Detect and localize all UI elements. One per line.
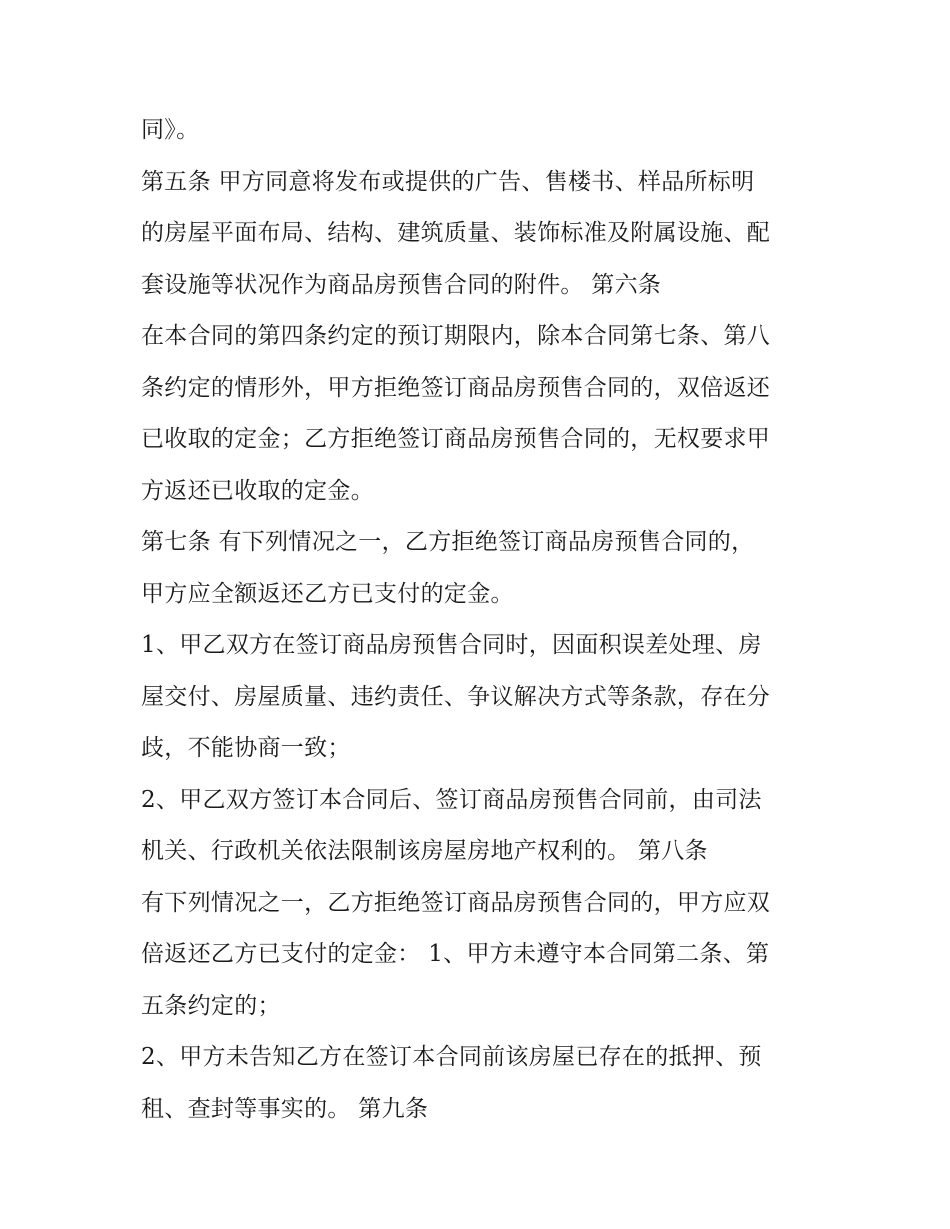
text-line: 有下列情况之一，乙方拒绝签订商品房预售合同的，甲方应双: [141, 889, 771, 916]
text-line: 倍返还乙方已支付的定金： 1、甲方未遵守本合同第二条、第: [141, 941, 770, 967]
text-line: 第五条 甲方同意将发布或提供的广告、售楼书、样品所标明: [141, 168, 755, 195]
text-line: 同》。: [141, 117, 200, 143]
text-line: 的房屋平面布局、结构、建筑质量、装饰标准及附属设施、配: [141, 220, 771, 246]
text-line: 歧，不能协商一致；: [141, 735, 351, 761]
text-line: 方返还已收取的定金。: [141, 477, 374, 504]
text-line: 套设施等状况作为商品房预售合同的附件。 第六条: [141, 271, 662, 298]
text-line: 租、查封等事实的。 第九条: [141, 1095, 429, 1122]
text-line: 甲方应全额返还乙方已支付的定金。: [141, 580, 514, 607]
text-line: 在本合同的第四条约定的预订期限内，除本合同第七条、第八: [141, 323, 771, 349]
text-line: 2、甲方未告知乙方在签订本合同前该房屋已存在的抵押、预: [141, 1044, 762, 1070]
text-line: 机关、行政机关依法限制该房屋房地产权利的。 第八条: [141, 838, 708, 864]
text-line: 第七条 有下列情况之一，乙方拒绝签订商品房预售合同的，: [141, 529, 755, 555]
text-line: 1、甲乙双方在签订商品房预售合同时，因面积误差处理、房: [141, 632, 762, 658]
text-line: 条约定的情形外，甲方拒绝签订商品房预售合同的，双倍返还: [141, 374, 771, 401]
text-line: 五条约定的；: [141, 992, 281, 1019]
text-line: 2、甲乙双方签订本合同后、签订商品房预售合同前，由司法: [141, 786, 762, 813]
text-line: 屋交付、房屋质量、违约责任、争议解决方式等条款，存在分: [141, 683, 771, 710]
text-line: 已收取的定金；乙方拒绝签订商品房预售合同的，无权要求甲: [141, 426, 771, 452]
contract-text: [141, 105, 821, 1135]
